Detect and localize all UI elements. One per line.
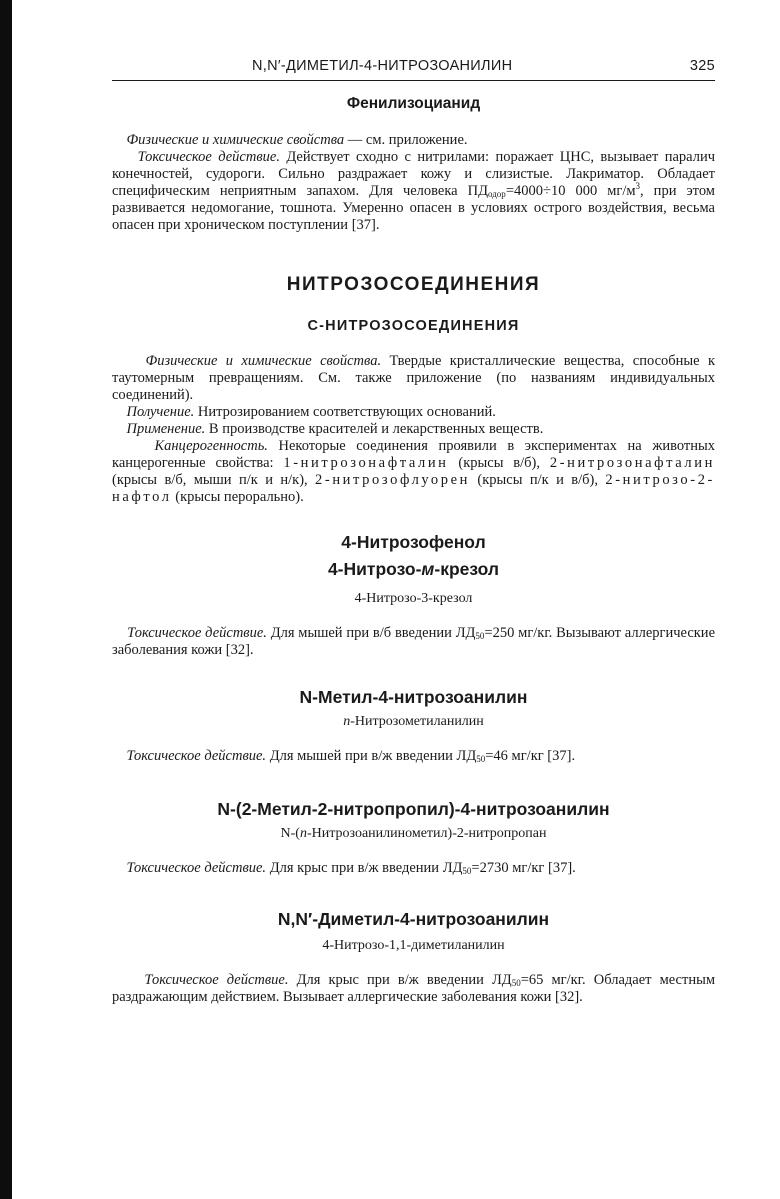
text-application: В производстве красителей и лекарственных веществ. [205, 421, 544, 437]
heading-cresol-part-a: 4-Нитрозо- [327, 559, 422, 579]
superscript-cubic: 3 [635, 181, 641, 191]
synonym-np-part-c: -Нитрозоанилинометил)-2-нитропропан [306, 826, 547, 841]
text-cresol-toxicity-a: Для мышей при в/б введении ЛД [266, 625, 476, 641]
compound-nitrosonaphthalene-2: 2-нитрозонафталин [549, 455, 715, 471]
scan-binding-edge [0, 0, 12, 1199]
text-carcinogenicity-d: (крысы п/к и в/б), [470, 472, 606, 488]
text-toxicity-c: , при этом развивается недомогание, тошнота. Умеренно опасен в условиях острого воздействия, весьма опасен при хроническом поступлении [37]. [112, 183, 715, 233]
phenyl-block [112, 132, 715, 234]
lead-preparation: Получение. [126, 404, 195, 420]
synonym-para-rest: -Нитрозометиланилин [350, 714, 484, 729]
subscript-ld50-methyl: 50 [476, 754, 486, 764]
text-methyl-toxicity-a: Для мышей при в/ж введении ЛД [266, 748, 477, 764]
synonym-p-nitrosomethylaniline [112, 714, 715, 730]
heading-dimethyl-nitrosoaniline: N,N′-Диметил-4-нитрозоанилин [277, 909, 550, 929]
heading-cresol-part-c: -крезол [434, 559, 500, 579]
text-nitropropyl-toxicity-b: =2730 мг/кг [37]. [471, 860, 576, 876]
text-nitroso-properties: Твердые кристаллические вещества, способные к таутомерным превращениям. См. также приложение (по названиям индивидуальных соединений). [112, 353, 716, 403]
text-dimethyl-toxicity-a: Для крыс при в/ж введении ЛД [288, 972, 512, 988]
paragraph-nitroso-properties [112, 353, 715, 404]
subscript-ld50-nitropropyl: 50 [462, 866, 472, 876]
synonym-nitroso-3-cresol: 4-Нитрозо-3-крезол [354, 591, 473, 606]
paragraph-cresol-toxicity [112, 625, 715, 659]
paragraph-phenyl-properties [112, 132, 715, 149]
text-dimethyl-toxicity-b: =65 мг/кг. Обладает местным раздражающим действием. Вызывает аллергические заболевания кожи [32]. [112, 972, 715, 1005]
synonym-nitrosoanilinomethyl-nitropropane [112, 826, 715, 842]
text-carcinogenicity-e: (крысы перорально). [171, 489, 304, 505]
synonym-para-prefix: п [343, 714, 351, 729]
lead-application: Применение. [126, 421, 206, 437]
section-subtitle-c-nitroso: С-НИТРОЗОСОЕДИНЕНИЯ [307, 318, 520, 334]
text-carcinogenicity-b: (крысы в/б), [448, 455, 550, 471]
book-page [112, 56, 715, 1006]
compound-nitrosofluorene: 2-нитрозофлуорен [315, 472, 471, 488]
lead-nitroso-properties: Физические и химические свойства. [145, 353, 382, 369]
lead-properties: Физические и химические свойства [126, 132, 345, 148]
lead-dimethyl-toxicity: Токсическое действие. [144, 972, 289, 988]
heading-nitrosophenol: 4-Нитрозофенол [341, 532, 486, 552]
text-cresol-toxicity-b: =250 мг/кг. Вызывают аллергические заболевания кожи [32]. [112, 625, 715, 658]
paragraph-nitroso-carcinogenicity [112, 438, 715, 506]
text-toxicity-a: Действует сходно с нитрилами: поражает ЦНС, вызывает паралич конечностей, судороги. Сильно раздражает кожу и слизистые. Лакриматор. Обладает специфическим неприятным запахом. Для человека ПД [112, 149, 716, 199]
heading-nitropropyl-nitrosoaniline: N-(2-Метил-2-нитропропил)-4-нитрозоанилин [217, 799, 610, 819]
nitroso-general-block [112, 353, 715, 506]
lead-carcinogenicity: Канцерогенность. [154, 438, 268, 454]
header-rule [112, 80, 715, 81]
section-title-nitroso: НИТРОЗОСОЕДИНЕНИЯ [286, 274, 541, 295]
subscript-ld50-dimethyl: 50 [511, 978, 521, 988]
text-preparation: Нитрозированием соответствующих оснований. [194, 404, 496, 420]
lead-toxicity: Токсическое действие. [137, 149, 280, 165]
text-carcinogenicity-c: (крысы в/б, мыши п/к и н/к), [112, 472, 316, 488]
compound-nitrosonaphthol: 2-нитрозо-2-нафтол [112, 472, 715, 505]
synonym-np-part-b: п [299, 826, 307, 841]
paragraph-nitropropyl-toxicity [112, 860, 715, 877]
text-properties: — см. приложение. [344, 132, 468, 148]
subscript-ld50-cresol: 50 [475, 631, 485, 641]
synonym-np-part-a: N-( [280, 826, 300, 841]
compound-nitrosonaphthalene-1: 1-нитрозонафталин [283, 455, 449, 471]
paragraph-nitroso-application [112, 421, 715, 438]
running-title: N,N′-ДИМЕТИЛ-4-НИТРОЗОАНИЛИН [252, 58, 513, 74]
paragraph-dimethyl-toxicity [112, 972, 715, 1006]
text-carcinogenicity-a: Некоторые соединения проявили в экспериментах на животных канцерогенные свойства: [112, 438, 715, 471]
paragraph-methyl-toxicity [112, 748, 715, 765]
paragraph-phenyl-toxicity [112, 149, 715, 234]
lead-methyl-toxicity: Токсическое действие. [126, 748, 267, 764]
heading-phenyl-isocyanide: Фенилизоцианид [346, 95, 481, 112]
text-nitropropyl-toxicity-a: Для крыс при в/ж введении ЛД [266, 860, 463, 876]
synonym-nitroso-dimethylaniline: 4-Нитрозо-1,1-диметиланилин [322, 938, 505, 953]
heading-n-methyl-nitrosoaniline: N-Метил-4-нитрозоанилин [299, 687, 528, 707]
running-head [112, 56, 715, 78]
heading-cresol-part-b: м [421, 559, 435, 579]
subscript-odor: одор [487, 189, 506, 199]
paragraph-nitroso-preparation [112, 404, 715, 421]
text-toxicity-b: =4000÷10 000 мг/м [505, 183, 636, 199]
heading-nitroso-m-cresol [112, 559, 715, 580]
page-number: 325 [689, 58, 715, 74]
lead-nitropropyl-toxicity: Токсическое действие. [126, 860, 267, 876]
lead-cresol-toxicity: Токсическое действие. [127, 625, 267, 641]
text-methyl-toxicity-b: =46 мг/кг [37]. [485, 748, 576, 764]
